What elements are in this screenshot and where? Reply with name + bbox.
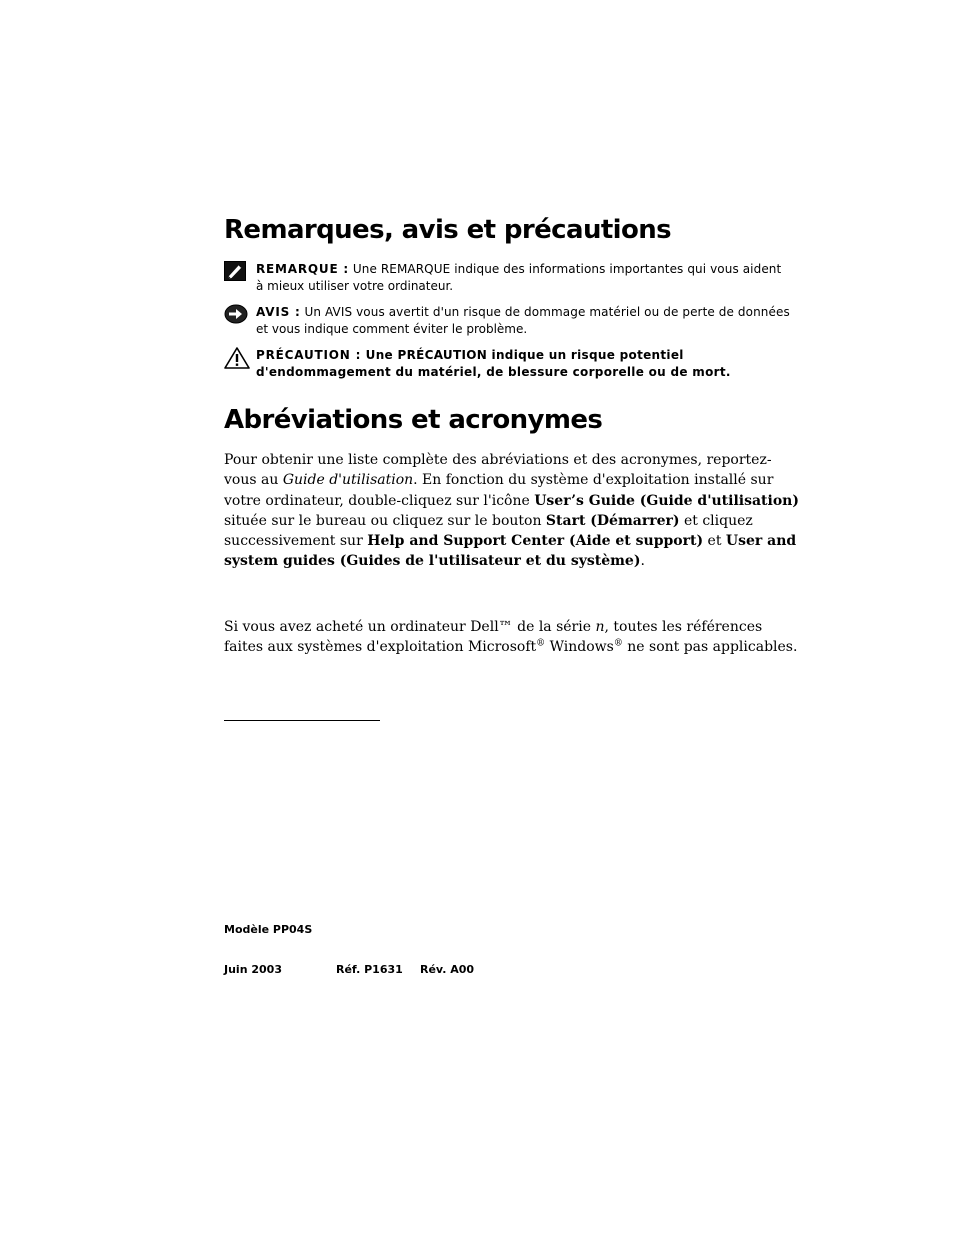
section-title-notes: Remarques, avis et précautions [224, 215, 672, 245]
note-remarque [224, 261, 794, 295]
para-text: Si vous avez acheté un ordinateur Dell™ de la série [224, 619, 596, 635]
note-precaution [224, 347, 794, 381]
para-text: , toutes les références faites aux systèmes d'exploitation Microsoft [224, 619, 763, 656]
registered-mark: ® [613, 638, 623, 649]
note-text-line2: à mieux utiliser votre ordinateur. [256, 279, 454, 293]
n-series-paragraph [224, 617, 804, 658]
para-text: et [703, 533, 726, 550]
para-text: ne sont pas applicables. [622, 639, 798, 656]
help-support-label: Help and Support Center (Aide et support) [367, 533, 704, 550]
caution-text-line2: d'endommagement du matériel, de blessure corporelle ou de mort. [256, 365, 731, 379]
notice-label: AVIS : [256, 305, 301, 319]
para-text: située sur le bureau ou cliquez sur le bouton [224, 512, 546, 529]
separator-line [224, 720, 380, 721]
document-page [224, 0, 814, 1235]
n-series-letter: n [595, 619, 605, 635]
reference-number: Réf. P1631 [336, 963, 403, 976]
notice-text-line1: Un AVIS vous avertit d'un risque de dommage matériel ou de perte de données [304, 305, 790, 319]
note-pencil-icon [224, 261, 246, 286]
para-text: . En fonction du système d'exploitation installé sur votre ordinateur, double-cliquez sur l'icône [224, 472, 774, 509]
model-number: Modèle PP04S [224, 923, 313, 936]
revision-number: Rév. A00 [420, 963, 475, 976]
note-text-line1: Une REMARQUE indique des informations importantes qui vous aident [352, 262, 782, 276]
abbreviations-paragraph [224, 450, 804, 572]
caution-text-line1: Une PRÉCAUTION indique un risque potentiel [365, 348, 684, 362]
para-text: Pour obtenir une liste complète des abréviations et des acronymes, reportez-vous au [224, 452, 772, 489]
caution-triangle-icon [224, 347, 250, 374]
section-title-abbreviations: Abréviations et acronymes [224, 405, 603, 435]
para-text: . [640, 553, 645, 570]
registered-mark: ® [536, 638, 546, 649]
users-guide-icon-label: User’s Guide (Guide d'utilisation) [534, 492, 799, 509]
note-label: REMARQUE : [256, 262, 350, 276]
note-avis [224, 304, 794, 338]
notice-arrow-icon [224, 304, 248, 329]
notice-text-line2: et vous indique comment éviter le problème. [256, 322, 528, 336]
guide-title: Guide d'utilisation [282, 472, 414, 489]
publication-date: Juin 2003 [224, 963, 282, 976]
start-button-label: Start (Démarrer) [545, 512, 680, 529]
caution-label: PRÉCAUTION : [256, 348, 362, 362]
user-system-guides-label: User and system guides (Guides de l'utilisateur et du système) [224, 533, 797, 570]
para-text: Windows [545, 639, 614, 656]
para-text: et cliquez successivement sur [224, 512, 753, 550]
